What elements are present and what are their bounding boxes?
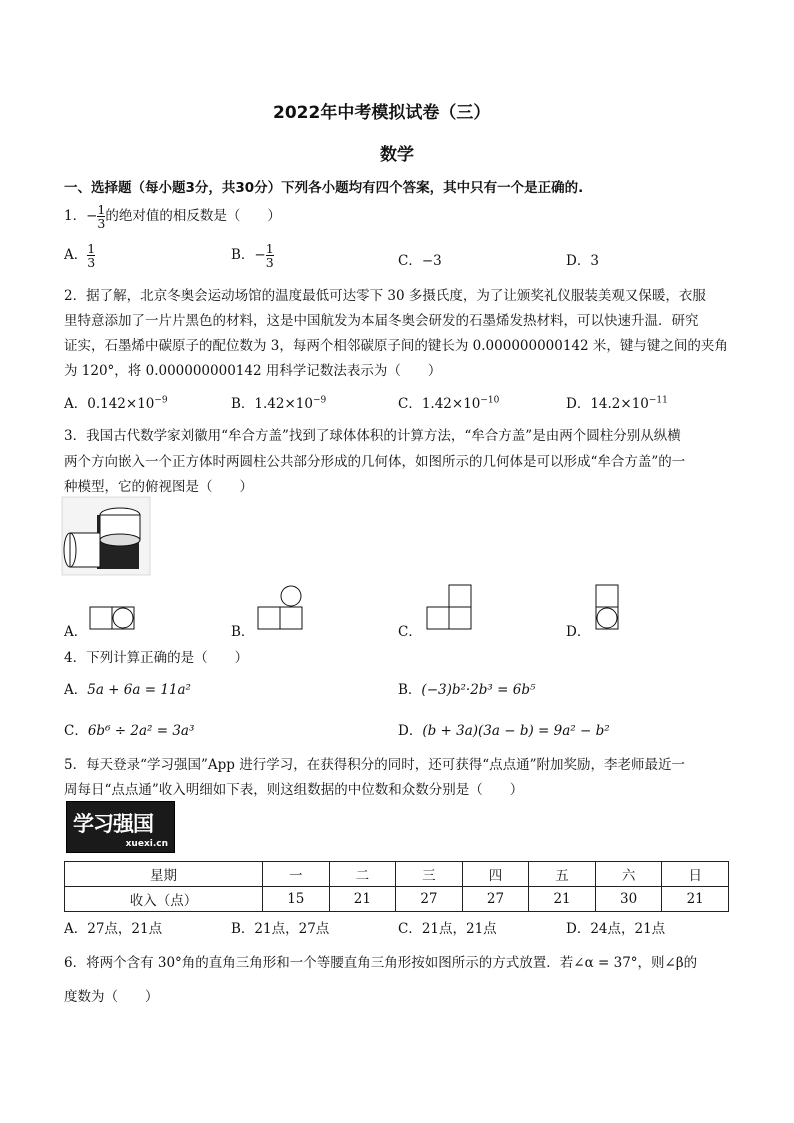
xuexi-logo-text: 学习强国 <box>73 812 153 836</box>
q5-option-a: A．27点，21点 <box>64 921 163 937</box>
xuexi-logo-url: xuexi.cn <box>125 839 168 849</box>
q2-option-c: C．$1.42\times 10^{-10}$ <box>398 395 500 412</box>
q3-option-c-figure <box>425 585 475 633</box>
q4-option-b: B．(−3)b²·2b³ = 6b⁵ <box>398 682 536 698</box>
q1-option-b: B．− $\frac{1}{3}$ <box>231 241 274 271</box>
q5-line-1: 5．每天登录“学习强国”App 进行学习，在获得积分的同时，还可获得“点点通”附加奖励，李老师最近一 <box>64 757 686 773</box>
q3-option-d: D． <box>566 624 591 640</box>
q1-option-a: A． $\frac{1}{3}$ <box>64 241 96 271</box>
subject-title: 数学 <box>380 145 414 165</box>
q1-option-d: D．3 <box>566 253 599 269</box>
table-cell: 30 <box>595 887 662 912</box>
table-cell: 27 <box>462 887 529 912</box>
q3-option-c: C． <box>398 624 422 640</box>
q5-option-b: B．21点，27点 <box>231 921 330 937</box>
table-cell: 五 <box>529 862 596 887</box>
table-cell: 三 <box>396 862 463 887</box>
q3-line-3: 种模型，它的俯视图是（ ） <box>64 479 253 495</box>
xuexi-logo <box>66 801 175 853</box>
q2-option-d: D．$14.2\times 10^{-11}$ <box>566 395 668 412</box>
q4-stem: 4．下列计算正确的是（ ） <box>64 650 249 666</box>
income-table <box>64 861 729 912</box>
q1-option-c: C．−3 <box>398 253 442 269</box>
q6-line-2: 度数为（ ） <box>64 989 159 1005</box>
q2-line-4: 为 120°，将 0.000000000142 用科学记数法表示为（ ） <box>64 363 442 379</box>
q5-option-c: C．21点，21点 <box>398 921 497 937</box>
q3-solid-figure <box>62 497 152 577</box>
q2-option-b: B．$1.42\times 10^{-9}$ <box>231 395 327 412</box>
table-cell: 21 <box>529 887 596 912</box>
q2-line-2: 里特意添加了一片片黑色的材料，这是中国航发为本届冬奥会研发的石墨烯发热材料，可以快速升温．研究 <box>64 313 699 329</box>
table-cell: 一 <box>263 862 330 887</box>
table-cell: 21 <box>662 887 729 912</box>
table-cell: 六 <box>595 862 662 887</box>
table-cell: 21 <box>329 887 396 912</box>
table-cell: 二 <box>329 862 396 887</box>
q5-line-2: 周每日“点点通”收入明细如下表，则这组数据的中位数和众数分别是（ ） <box>64 782 524 798</box>
table-row <box>65 887 729 912</box>
q3-option-a: A． <box>64 624 88 640</box>
table-header-row <box>65 862 729 887</box>
fraction: $\frac{1}{3}$ <box>97 202 106 232</box>
q3-option-b: B． <box>231 624 255 640</box>
q2-line-1: 2．据了解，北京冬奥会运动场馆的温度最低可达零下 30 多摄氏度，为了让颁奖礼仪服装美观又保暖，衣服 <box>64 288 706 304</box>
q4-option-a: A．5a + 6a = 11a² <box>64 682 191 698</box>
section-heading: 一、选择题（每小题3分，共30分）下列各小题均有四个答案，其中只有一个是正确的. <box>64 180 584 196</box>
q4-option-d: D．(b + 3a)(3a − b) = 9a² − b² <box>398 723 610 739</box>
table-cell: 收入（点） <box>65 887 263 912</box>
exam-title: 2022年中考模拟试卷（三） <box>273 103 491 123</box>
q3-option-b-figure <box>256 585 306 633</box>
q3-line-2: 两个方向嵌入一个正方体时两圆柱公共部分形成的几何体，如图所示的几何体是可以形成“牟合方盖”的一 <box>64 454 686 470</box>
table-cell: 四 <box>462 862 529 887</box>
table-cell: 15 <box>263 887 330 912</box>
q3-option-a-figure <box>88 605 138 631</box>
q2-line-3: 证实，石墨烯中碳原子的配位数为 3，每两个相邻碳原子间的键长为 0.000000000142 米，键与键之间的夹角 <box>64 338 728 354</box>
question-1-stem: 1．− $\frac{1}{3}$ 的绝对值的相反数是（ ） <box>64 202 281 232</box>
q2-option-a: A．$0.142\times 10^{-9}$ <box>64 395 168 412</box>
q3-line-1: 3．我国古代数学家刘徽用“牟合方盖”找到了球体体积的计算方法，“牟合方盖”是由两个圆柱分别从纵横 <box>64 428 681 444</box>
q4-option-c: C．6b⁶ ÷ 2a² = 3a³ <box>64 723 195 739</box>
table-cell: 星期 <box>65 862 263 887</box>
table-cell: 日 <box>662 862 729 887</box>
q5-option-d: D．24点，21点 <box>566 921 666 937</box>
q6-line-1: 6．将两个含有 30°角的直角三角形和一个等腰直角三角形按如图所示的方式放置．若∠α = 37°，则∠β的 <box>64 955 698 971</box>
table-cell: 27 <box>396 887 463 912</box>
q3-option-d-figure <box>594 583 622 631</box>
